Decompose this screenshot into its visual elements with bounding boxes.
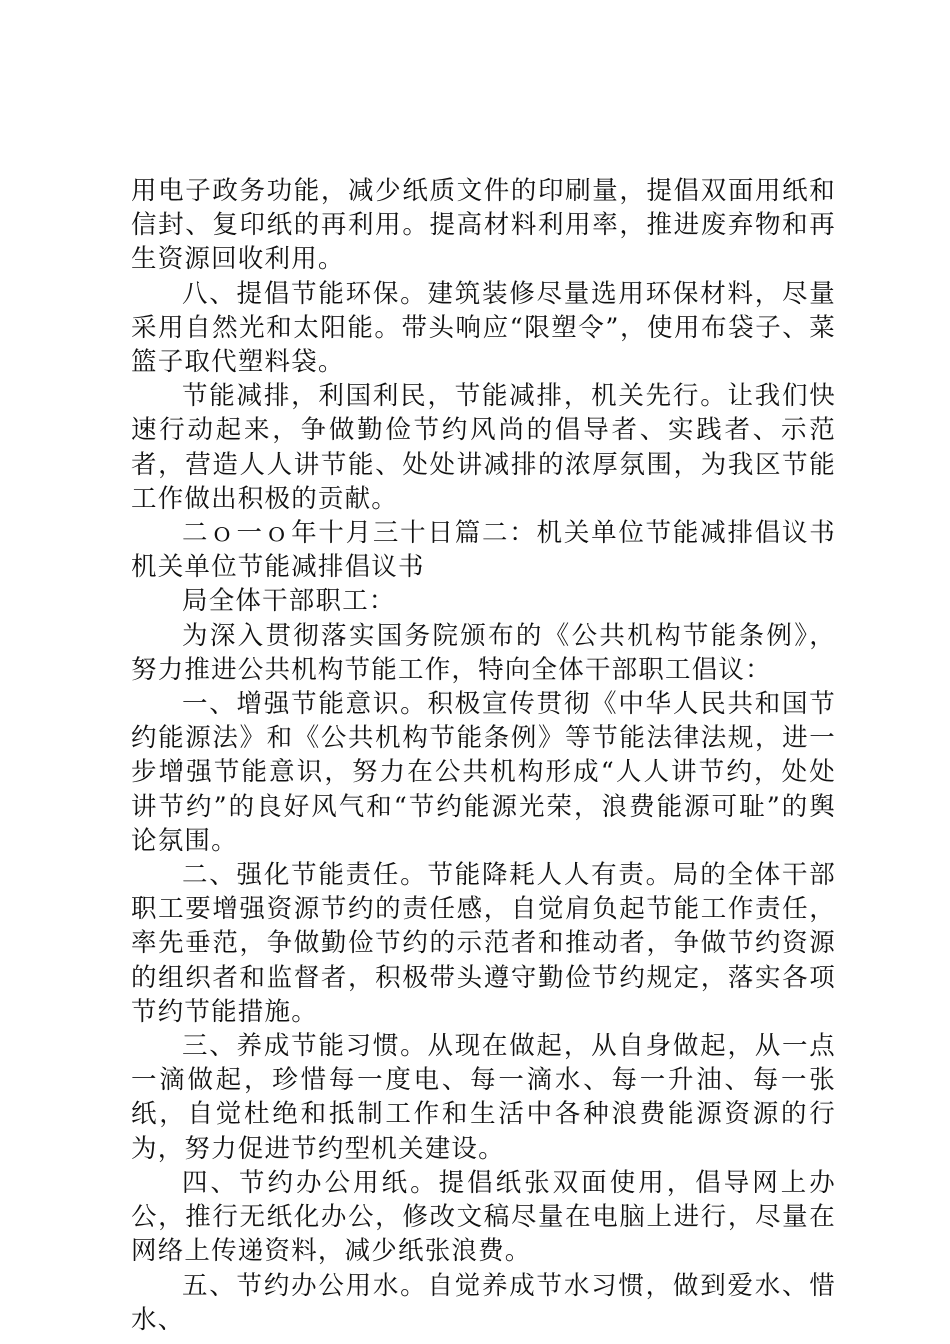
document-body bbox=[131, 174, 836, 1337]
paragraph-date-and-title: 二ｏ一ｏ年十月三十日篇二：机关单位节能减排倡议书机关单位节能减排倡议书 bbox=[131, 518, 836, 583]
paragraph-salutation: 局全体干部职工： bbox=[182, 586, 396, 617]
paragraph-item-two: 二、强化节能责任。节能降耗人人有责。局的全体干部职工要增强资源节约的责任感，自觉肩负起节能工作责任，率先垂范，争做勤俭节约的示范者和推动者，争做节约资源的组织者和监督者，积极带头遵守勤俭节约规定，落实各项节约节能措施。 bbox=[131, 860, 836, 1027]
paragraph-closing-call: 节能减排，利国利民，节能减排，机关先行。让我们快速行动起来，争做勤俭节约风尚的倡导者、实践者、示范者，营造人人讲节能、处处讲减排的浓厚氛围，为我区节能工作做出积极的贡献。 bbox=[131, 381, 836, 514]
paragraph-item-four: 四、节约办公用纸。提倡纸张双面使用，倡导网上办公，推行无纸化办公，修改文稿尽量在电脑上进行，尽量在网络上传递资料，减少纸张浪费。 bbox=[131, 1167, 836, 1267]
paragraph-item-eight: 八、提倡节能环保。建筑装修尽量选用环保材料，尽量采用自然光和太阳能。带头响应“限塑令”，使用布袋子、菜篮子取代塑料袋。 bbox=[131, 278, 836, 378]
paragraph-intro: 为深入贯彻落实国务院颁布的《公共机构节能条例》，努力推进公共机构节能工作，特向全体干部职工倡议： bbox=[131, 620, 836, 685]
paragraph-item-one: 一、增强节能意识。积极宣传贯彻《中华人民共和国节约能源法》和《公共机构节能条例》等节能法律法规，进一步增强节能意识，努力在公共机构形成“人人讲节约，处处讲节约”的良好风气和“节约能源光荣，浪费能源可耻”的舆论氛围。 bbox=[131, 689, 836, 856]
paragraph-item-three: 三、养成节能习惯。从现在做起，从自身做起，从一点一滴做起，珍惜每一度电、每一滴水、每一升油、每一张纸，自觉杜绝和抵制工作和生活中各种浪费能源资源的行为，努力促进节约型机关建设。 bbox=[131, 1031, 836, 1164]
paragraph-continued-e-government: 用电子政务功能，减少纸质文件的印刷量，提倡双面用纸和信封、复印纸的再利用。提高材料利用率，推进废弃物和再生资源回收利用。 bbox=[131, 176, 836, 275]
paragraph-item-five: 五、节约办公用水。自觉养成节水习惯，做到爱水、惜水、 bbox=[131, 1270, 836, 1335]
